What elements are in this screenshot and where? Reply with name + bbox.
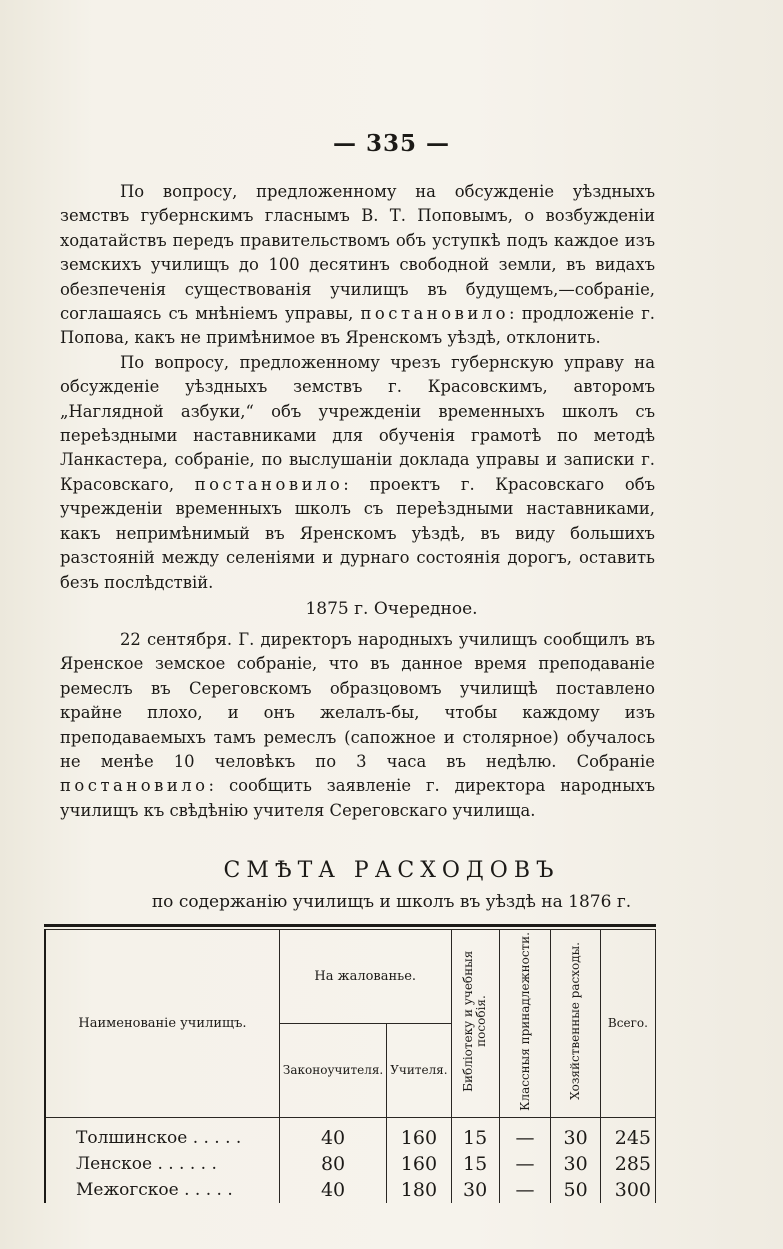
table-header-row xyxy=(45,930,656,1024)
header-teachers: Учителя. xyxy=(387,1023,451,1117)
leader-dots: . . . . . . xyxy=(157,1153,217,1174)
resolution-word: постановило xyxy=(194,474,344,494)
table-row xyxy=(45,1177,656,1203)
table-top-rule xyxy=(44,924,656,927)
paragraph-text: : продложеніе г. Попова, какъ не примѣнимое въ Яренскомъ уѣздѣ, отклонить. xyxy=(60,304,655,348)
paragraph-text: 22 сентября. Г. директоръ народныхъ училищъ сообщилъ въ Яренское земское собраніе, что въ данное время преподаваніе ремеслъ въ Сереговскомъ образцовомъ училищѣ поставлено крайне плохо, и онъ желалъ-бы, чтобы каждому изъ преподаваемыхъ тамъ ремеслъ (сапожное и столярное) обучалось не менѣе 10 человѣкъ по 3 часа въ недѣлю. Собраніе xyxy=(60,630,655,772)
household-cell: 30 xyxy=(551,1117,600,1151)
header-class-supplies xyxy=(499,930,551,1118)
school-name: Ленское xyxy=(76,1153,153,1174)
leader-dots: . . . . . xyxy=(192,1127,242,1148)
library-cell: 15 xyxy=(451,1151,499,1177)
header-law-teachers: Законоучителя. xyxy=(279,1023,386,1117)
household-cell: 30 xyxy=(551,1151,600,1177)
director-section xyxy=(60,628,655,823)
header-household-label: Хозяйственные расходы. xyxy=(568,942,583,1101)
table-row xyxy=(45,1117,656,1151)
library-cell: 15 xyxy=(451,1117,499,1151)
school-name: Межогское xyxy=(76,1179,179,1200)
leader-dots: . . . . . xyxy=(184,1179,233,1200)
school-name: Толшинское xyxy=(76,1127,188,1148)
school-name-cell xyxy=(45,1151,279,1177)
decisions-section xyxy=(60,180,655,595)
paragraph-text: : сообщить заявленіе г. директора народныхъ училищъ къ свѣдѣнію учителя Сереговскаго училища. xyxy=(60,776,655,820)
paragraph-krasovsky-proposal xyxy=(60,351,655,595)
resolution-word: постановило xyxy=(360,304,510,324)
header-total: Всего. xyxy=(600,930,655,1118)
law-teacher-salary-cell: 40 xyxy=(279,1177,386,1203)
library-cell: 30 xyxy=(451,1177,499,1203)
paragraph-text: : проектъ г. Красовскаго объ учрежденіи временныхъ школъ съ переѣздными наставниками, какъ непримѣнимый въ Яренскомъ уѣздѣ, въ виду большихъ разстояній между селеніями и дурнаго состоянія дорогъ, оставить безъ послѣдствій. xyxy=(60,474,655,592)
header-household xyxy=(551,930,600,1118)
paragraph-popov-proposal xyxy=(60,180,655,351)
law-teacher-salary-cell: 40 xyxy=(279,1117,386,1151)
budget-table xyxy=(44,929,656,1203)
class-supplies-cell: — xyxy=(499,1117,551,1151)
class-supplies-cell: — xyxy=(499,1151,551,1177)
header-library-label: Библіотеку и учебныя пособія. xyxy=(461,950,489,1092)
total-cell: 285 xyxy=(600,1151,655,1177)
household-cell: 50 xyxy=(551,1177,600,1203)
budget-subtitle: по содержанію училищъ и школъ въ уѣздѣ на 1876 г. xyxy=(151,892,632,912)
total-cell: 300 xyxy=(600,1177,655,1203)
paragraph-text: По вопросу, предложенному на обсужденіе уѣздныхъ земствъ губернскимъ гласнымъ В. Т. Поповымъ, о возбужденіи ходатайствъ передъ правительствомъ объ уступкѣ подъ каждое изъ земскихъ училищъ до 100 десятинъ свободной земли, въ видахъ обезпеченія существованія училищъ въ будущемъ,—собраніе, соглашаясь съ мнѣніемъ управы, xyxy=(60,182,655,324)
law-teacher-salary-cell: 80 xyxy=(279,1151,386,1177)
resolution-word: постановило xyxy=(60,776,209,796)
school-name-cell xyxy=(45,1117,279,1151)
total-cell: 245 xyxy=(600,1117,655,1151)
session-heading: 1875 г. Очередное. xyxy=(305,599,478,619)
teacher-salary-cell: 180 xyxy=(387,1177,451,1203)
page-number: — 335 — xyxy=(332,130,451,157)
paragraph-director-report xyxy=(60,628,655,823)
header-library xyxy=(451,930,499,1118)
teacher-salary-cell: 160 xyxy=(387,1151,451,1177)
table-row xyxy=(45,1151,656,1177)
header-class-supplies-label: Классныя принадлежности. xyxy=(517,932,532,1111)
teacher-salary-cell: 160 xyxy=(387,1117,451,1151)
paragraph-text: По вопросу, предложенному чрезъ губернскую управу на обсужденіе уѣздныхъ земствъ г. Красовскимъ, авторомъ „Наглядной азбуки,“ объ учрежденіи временныхъ школъ съ переѣздными наставниками для обученія грамотѣ по методѣ Ланкастера, собраніе, по выслушаніи доклада управы и записки г. Красовскаго, xyxy=(60,352,655,494)
budget-title: СМѢТА РАСХОДОВЪ xyxy=(223,858,560,883)
header-school-name: Наименованіе училищъ. xyxy=(45,930,279,1118)
school-name-cell xyxy=(45,1177,279,1203)
header-salary-group: На жалованье. xyxy=(279,930,451,1024)
class-supplies-cell: — xyxy=(499,1177,551,1203)
